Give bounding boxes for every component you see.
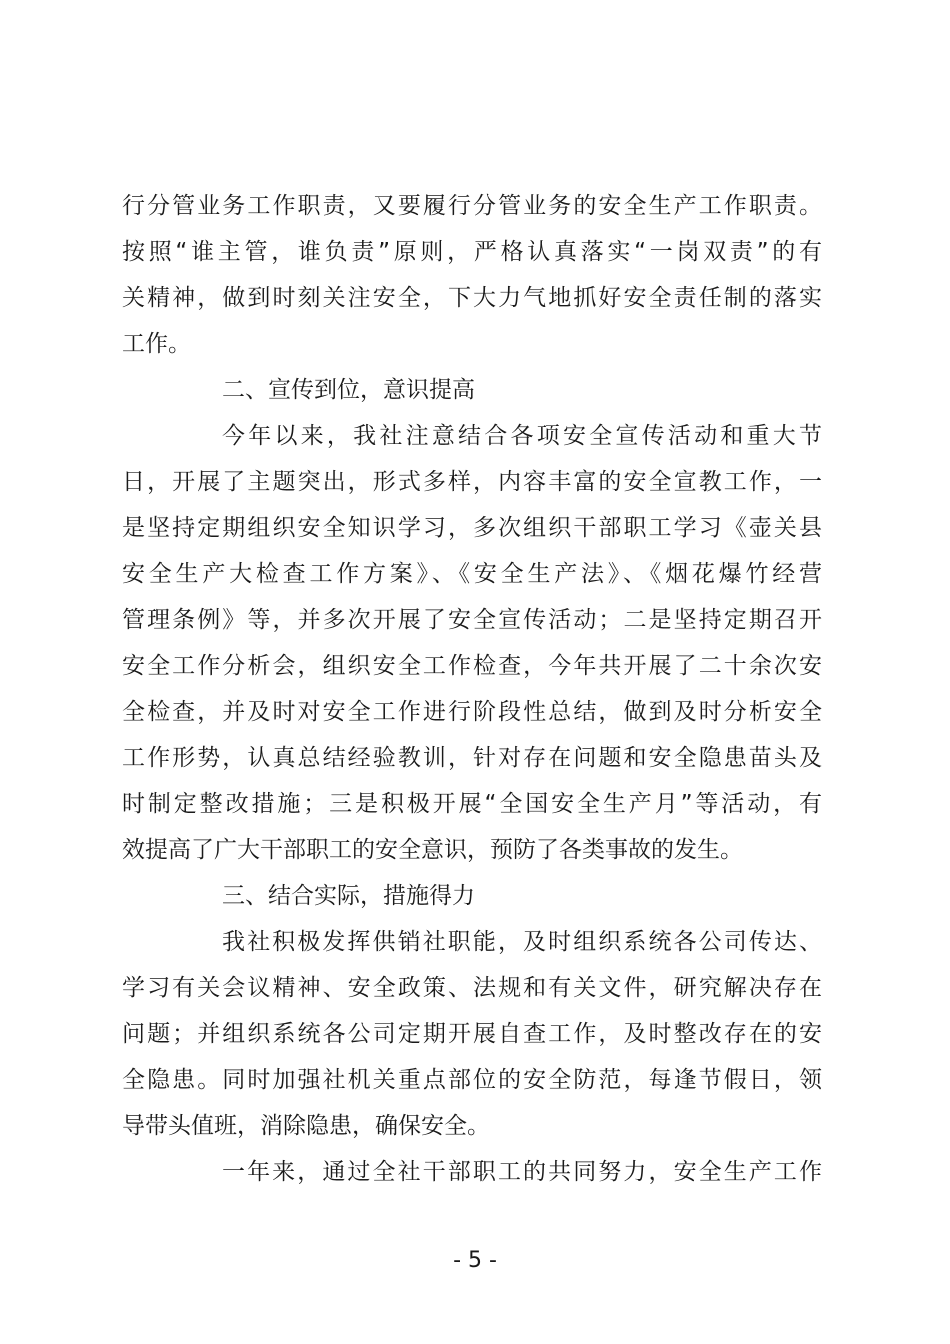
body-text <box>122 183 822 1195</box>
text-line: 全检查，并及时对安全工作进行阶段性总结，做到及时分析安全 <box>122 699 822 725</box>
text-line: 工作。 <box>122 331 191 357</box>
text-line: 按照“谁主管，谁负责”原则，严格认真落实“一岗双责”的有 <box>122 239 822 265</box>
text-line: 工作形势，认真总结经验教训，针对存在问题和安全隐患苗头及 <box>122 745 822 771</box>
paragraph-first-line: 今年以来，我社注意结合各项安全宣传活动和重大节 <box>222 423 822 449</box>
text-line: 关精神，做到时刻关注安全，下大力气地抓好安全责任制的落实 <box>122 285 822 311</box>
page-number: - 5 - <box>453 1248 497 1273</box>
text-line: 行分管业务工作职责，又要履行分管业务的安全生产工作职责。 <box>122 193 822 219</box>
paragraph-first-line: 我社积极发挥供销社职能，及时组织系统各公司传达、 <box>222 929 822 955</box>
text-line: 问题；并组织系统各公司定期开展自查工作，及时整改存在的安 <box>122 1021 822 1047</box>
text-line: 是坚持定期组织安全知识学习，多次组织干部职工学习《壶关县 <box>122 515 822 541</box>
text-line: 导带头值班，消除隐患，确保安全。 <box>122 1113 490 1139</box>
text-line: 时制定整改措施；三是积极开展“全国安全生产月”等活动，有 <box>122 791 822 817</box>
text-line: 安全生产大检查工作方案》、《安全生产法》、《烟花爆竹经营 <box>122 561 822 587</box>
text-line: 管理条例》等，并多次开展了安全宣传活动；二是坚持定期召开 <box>122 607 822 633</box>
text-line: 学习有关会议精神、安全政策、法规和有关文件，研究解决存在 <box>122 975 822 1001</box>
text-line: 全隐患。同时加强社机关重点部位的安全防范，每逢节假日，领 <box>122 1067 822 1093</box>
section-heading: 二、宣传到位，意识提高 <box>222 377 475 403</box>
text-line: 日，开展了主题突出，形式多样，内容丰富的安全宣教工作，一 <box>122 469 822 495</box>
paragraph-first-line: 一年来，通过全社干部职工的共同努力，安全生产工作 <box>222 1159 822 1185</box>
text-line: 安全工作分析会，组织安全工作检查，今年共开展了二十余次安 <box>122 653 822 679</box>
text-line: 效提高了广大干部职工的安全意识，预防了各类事故的发生。 <box>122 837 743 863</box>
section-heading: 三、结合实际，措施得力 <box>222 883 475 909</box>
